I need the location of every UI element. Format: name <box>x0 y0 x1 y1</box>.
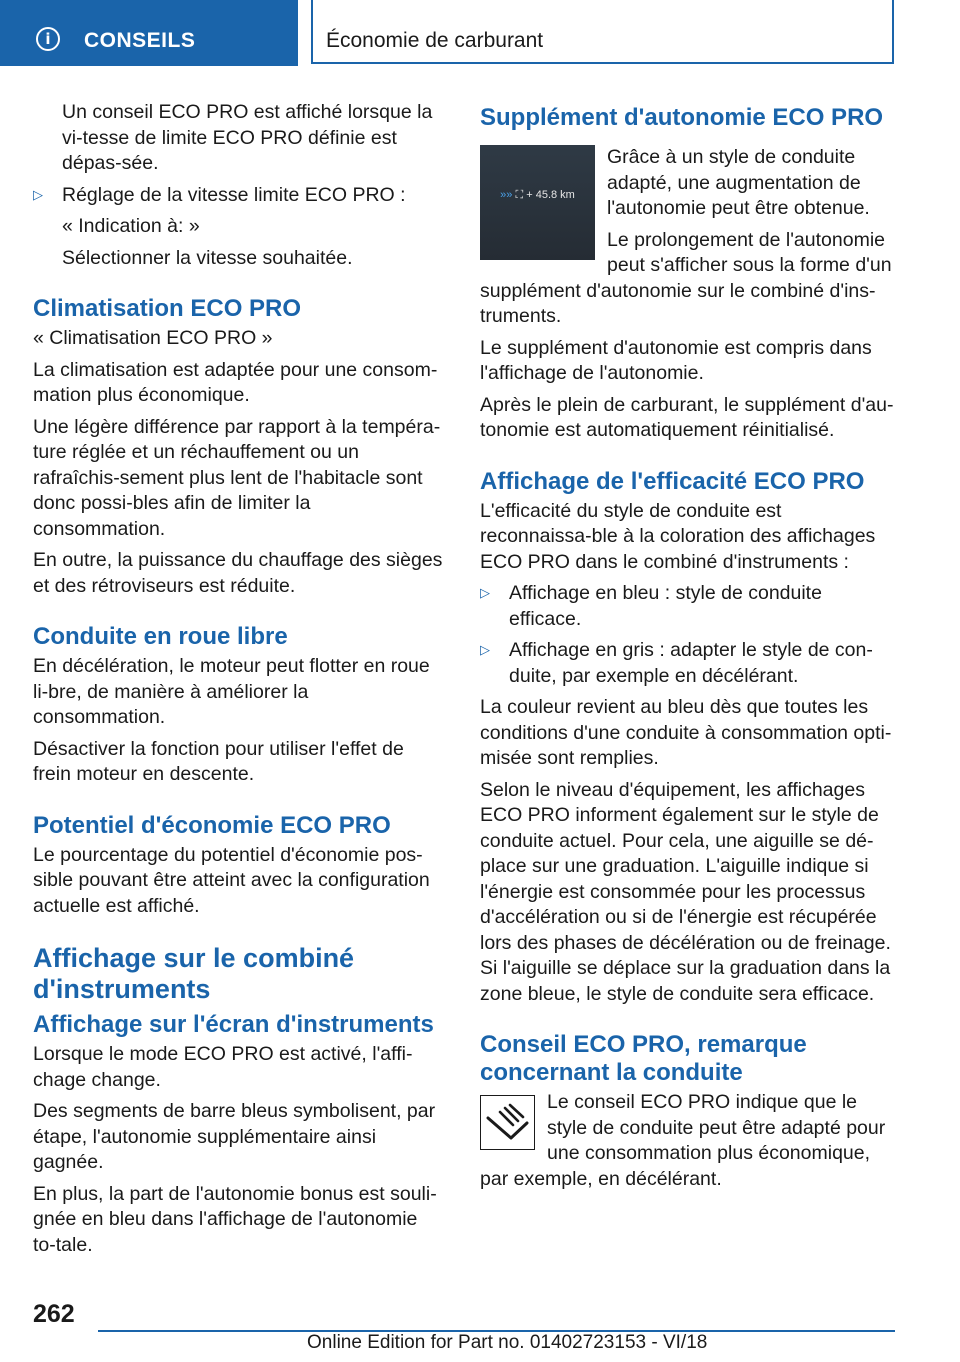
paragraph: Désactiver la fonction pour utiliser l'effet de frein moteur en descente. <box>33 737 404 785</box>
heading-combine: Affichage sur le combiné d'instruments <box>33 943 355 1004</box>
list-item-text: Affichage en bleu : style de conduite efficace. <box>509 582 822 630</box>
range-display-text <box>480 189 595 202</box>
header-title: Économie de carburant <box>326 29 544 52</box>
heading-potentiel: Potentiel d'économie ECO PRO <box>33 811 391 839</box>
paragraph: Après le plein de carburant, le supplément d'au‐tonomie est automatiquement réinitialisé. <box>480 393 894 441</box>
footer-edition: Online Edition for Part no. 01402723153 - VI/18 <box>307 1332 708 1353</box>
heading-supplement: Supplément d'autonomie ECO PRO <box>480 104 884 131</box>
triangle-right-icon: ▷ <box>480 586 490 601</box>
heading-climatisation: Climatisation ECO PRO <box>33 295 302 322</box>
list-item-text: Réglage de la vitesse limite ECO PRO : <box>62 183 406 206</box>
paragraph: En outre, la puissance du chauffage des sièges et des rétroviseurs est réduite. <box>33 549 443 597</box>
paragraph: Une légère différence par rapport à la tempéra‐ture réglée et un réchauffement ou un rafraîchis‐sement plus lent de l'habitacle sont donc possi‐bles afin de limiter la consommation. <box>33 415 441 540</box>
foot-pedal-icon <box>480 1095 535 1150</box>
paragraph: Le conseil ECO PRO indique que le style de conduite peut être adapté pour une consommation plus économique, par exemple, en décélérant. <box>480 1091 886 1190</box>
right-column <box>480 104 894 1198</box>
list-item <box>480 581 894 632</box>
paragraph: Lorsque le mode ECO PRO est activé, l'affi‐chage change. <box>33 1043 413 1091</box>
header-section-tab <box>0 0 298 66</box>
triangle-right-icon: ▷ <box>33 187 43 203</box>
header-section-label: CONSEILS <box>84 29 196 52</box>
paragraph: En plus, la part de l'autonomie bonus est souli‐gnée en bleu dans l'affichage de l'autonomie to‐tale. <box>33 1182 437 1256</box>
paragraph: Le supplément d'autonomie est compris dans l'affichage de l'autonomie. <box>480 336 872 384</box>
page-number: 262 <box>33 1300 75 1328</box>
paragraph: « Climatisation ECO PRO » <box>33 327 273 349</box>
fuel-pump-icon: ⛶ <box>515 189 524 201</box>
paragraph: L'efficacité du style de conduite est reconnaissa‐ble à la coloration des affichages ECO PRO dans le combiné d'instruments : <box>480 499 876 573</box>
heading-ecran: Affichage sur l'écran d'instruments <box>33 1011 434 1038</box>
paragraph: La climatisation est adaptée pour une consom‐mation plus économique. <box>33 358 438 406</box>
paragraph: Selon le niveau d'équipement, les affichages ECO PRO informent également sur le style de conduite actuel. Pour cela, une aiguille se dé‐place sur une graduation. L'aiguille indique si l'énergie est consommée pour les processus d'accélération ou si de l'énergie est récupérée lors des phases de décélération ou de freinage. Si l'aiguille se déplace sur la graduation dans la zone bleue, le style de conduite sera efficace. <box>480 778 891 1005</box>
intro-paragraph: Un conseil ECO PRO est affiché lorsque la vi‐tesse de limite ECO PRO définie est dépas‐sée. <box>62 101 433 174</box>
info-icon: i <box>36 27 60 51</box>
triangle-right-icon: ▷ <box>480 643 490 658</box>
paragraph: La couleur revient au bleu dès que toutes les conditions d'une conduite à consommation opti‐misée sont remplies. <box>480 696 892 769</box>
paragraph: Des segments de barre bleus symbolisent, par étape, l'autonomie supplémentaire ainsi gagnée. <box>33 1100 436 1173</box>
list-item <box>480 638 894 689</box>
paragraph: Grâce à un style de conduite adapté, une augmentation de l'autonomie peut être obtenue. <box>607 146 870 219</box>
paragraph: Le prolongement de l'autonomie peut s'afficher sous la forme d'un supplément d'autonomie sur le combiné d'ins‐truments. <box>480 228 892 327</box>
range-value: + 45.8 km <box>526 189 575 201</box>
list-item <box>33 183 445 209</box>
list-item-text: Affichage en gris : adapter le style de con‐duite, par exemple en décélérant. <box>509 639 873 687</box>
heading-conseil: Conseil ECO PRO, remarque concernant la conduite <box>480 1031 807 1086</box>
heading-efficacite: Affichage de l'efficacité ECO PRO <box>480 467 865 495</box>
paragraph: En décélération, le moteur peut flotter en roue li‐bre, de manière à améliorer la consommation. <box>33 655 430 728</box>
select-speed-text: Sélectionner la vitesse souhaitée. <box>62 246 353 269</box>
indication-text: « Indication à: » <box>62 215 200 237</box>
left-column <box>33 100 445 1264</box>
range-display-image <box>480 145 595 260</box>
chevron-double-icon: »» <box>500 189 513 201</box>
paragraph: Le pourcentage du potentiel d'économie pos‐sible pouvant être atteint avec la configuration actuelle est affiché. <box>33 843 430 917</box>
heading-roue-libre: Conduite en roue libre <box>33 623 288 650</box>
